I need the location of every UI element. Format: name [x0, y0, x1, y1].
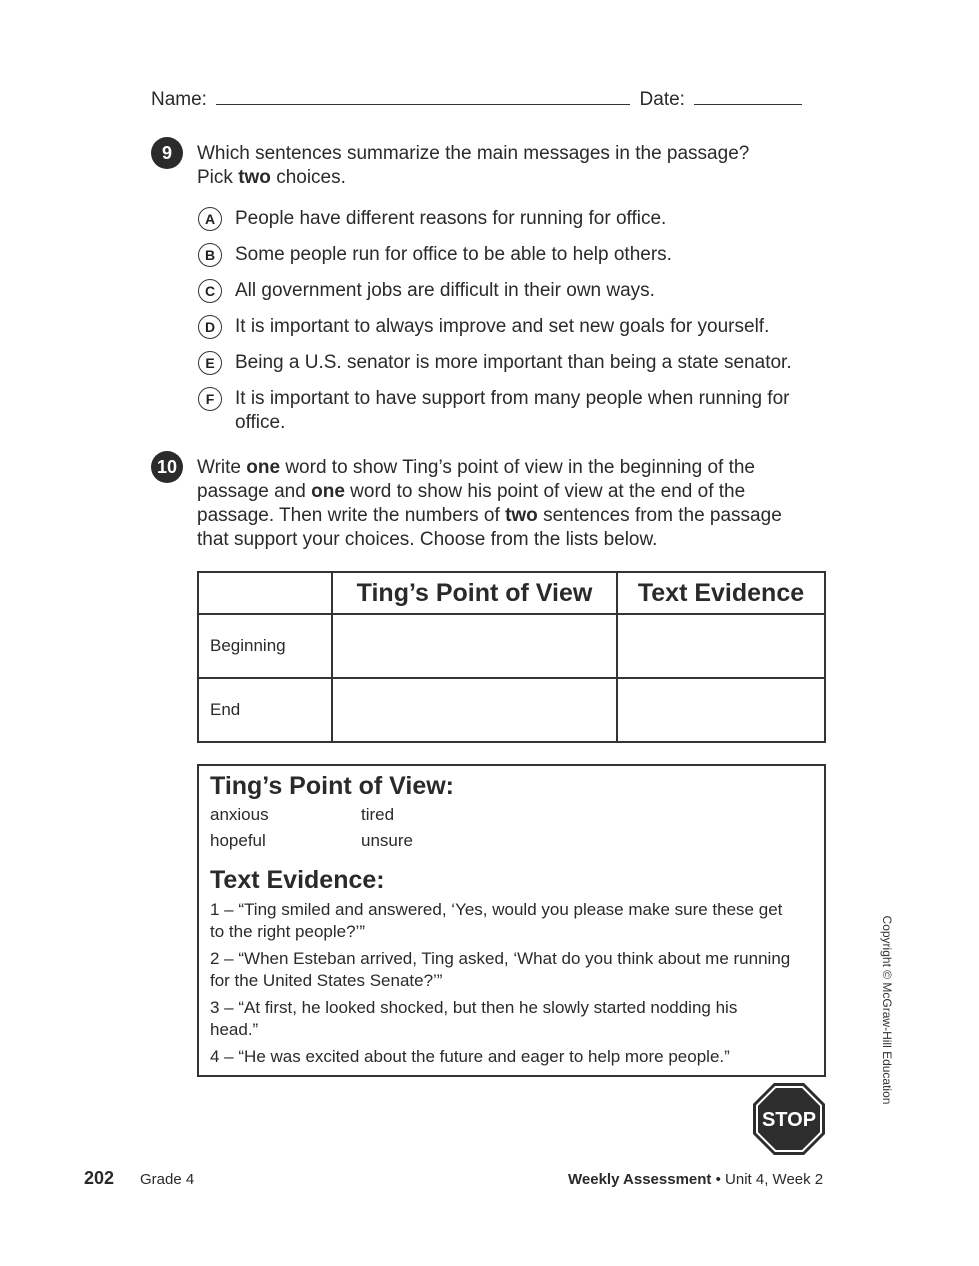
option-c-bubble[interactable]: C [198, 279, 222, 303]
option-b-text: Some people run for office to be able to help others. [235, 244, 672, 265]
question-9-pick: Pick [197, 167, 233, 188]
option-f-bubble[interactable]: F [198, 387, 222, 411]
evidence-heading: Text Evidence: [210, 866, 385, 894]
grade-label: Grade 4 [140, 1171, 195, 1188]
col-header-text-evidence: Text Evidence [617, 572, 825, 614]
beginning-text-evidence-cell[interactable] [617, 614, 825, 678]
q10-text-3: word to show his point of view at the end of the passage. Then write the numbers of [197, 481, 746, 526]
question-9-number: 9 [161, 142, 172, 163]
evidence-3-number: 3 – [210, 998, 234, 1017]
q10-text-1: Write [197, 457, 241, 478]
pov-heading: Ting’s Point of View: [210, 772, 454, 800]
option-a-text: People have different reasons for running for office. [235, 208, 667, 229]
footer-bullet: • [715, 1171, 721, 1188]
evidence-item-3 [210, 997, 770, 1041]
row-label-end: End [198, 678, 332, 742]
copyright-notice: Copyright © McGraw-Hill Education [880, 915, 894, 1105]
q10-bold-1: one [246, 457, 281, 478]
option-e-text: Being a U.S. senator is more important than being a state senator. [235, 352, 792, 373]
evidence-4-number: 4 – [210, 1047, 234, 1066]
end-point-of-view-cell[interactable] [332, 678, 617, 742]
option-e-bubble[interactable]: E [198, 351, 222, 375]
question-10-badge [151, 451, 183, 483]
q10-text-2: word to show Ting’s point of view in the beginning of the passage and [197, 457, 755, 502]
evidence-4-text: “He was excited about the future and eager to help more people.” [238, 1047, 730, 1066]
unit-week: Unit 4, Week 2 [725, 1171, 824, 1188]
option-f[interactable] [198, 387, 810, 435]
question-9-choices: choices. [276, 167, 346, 188]
word-tired: tired [361, 805, 395, 824]
stop-sign-label: STOP [761, 1109, 817, 1131]
evidence-1-number: 1 – [210, 900, 234, 919]
evidence-item-2 [210, 948, 800, 992]
option-a-bubble[interactable]: A [198, 207, 222, 231]
date-field-line[interactable] [694, 104, 802, 105]
q10-text-4: sentences from the passage that support your choices. Choose from the lists below. [197, 505, 782, 550]
question-10-prompt [197, 456, 812, 552]
name-label: Name: [151, 89, 207, 110]
evidence-item-4 [210, 1046, 810, 1068]
q10-bold-2: one [311, 481, 345, 502]
choices-box [197, 764, 826, 1077]
evidence-item-1 [210, 899, 800, 943]
name-field-line[interactable] [216, 104, 630, 105]
col-header-point-of-view: Ting’s Point of View [332, 572, 617, 614]
assessment-info [568, 1171, 823, 1188]
option-d-bubble[interactable]: D [198, 315, 222, 339]
assessment-title: Weekly Assessment [568, 1171, 712, 1188]
end-text-evidence-cell[interactable] [617, 678, 825, 742]
table-corner [198, 572, 332, 614]
option-d[interactable] [198, 315, 825, 339]
beginning-point-of-view-cell[interactable] [332, 614, 617, 678]
name-date-header [151, 89, 802, 111]
evidence-2-text: “When Esteban arrived, Ting asked, ‘What do you think about me running for the United States Senate?’” [210, 949, 791, 990]
word-hopeful: hopeful [210, 831, 266, 850]
evidence-1-text: “Ting smiled and answered, ‘Yes, would you please make sure these get to the right people?’” [210, 900, 783, 941]
q10-bold-3: two [505, 505, 538, 526]
stop-sign-icon [752, 1082, 826, 1156]
option-c-text: All government jobs are difficult in their own ways. [235, 280, 655, 301]
question-9-pick-count: two [238, 167, 271, 188]
option-f-text: It is important to have support from many people when running for office. [235, 388, 790, 433]
evidence-3-text: “At first, he looked shocked, but then he slowly started nodding his head.” [210, 998, 738, 1039]
row-label-beginning: Beginning [198, 614, 332, 678]
word-unsure: unsure [361, 831, 413, 850]
date-label: Date: [639, 89, 685, 110]
word-anxious: anxious [210, 805, 269, 824]
question-9-prompt-line1: Which sentences summarize the main messages in the passage? [197, 143, 750, 164]
page-number: 202 [84, 1168, 115, 1188]
option-e[interactable] [198, 351, 825, 375]
option-a[interactable] [198, 207, 825, 231]
evidence-2-number: 2 – [210, 949, 234, 968]
option-c[interactable] [198, 279, 825, 303]
answer-table [197, 571, 826, 743]
question-9-badge [151, 137, 183, 169]
option-b[interactable] [198, 243, 825, 267]
option-d-text: It is important to always improve and set new goals for yourself. [235, 316, 770, 337]
question-10-number: 10 [156, 456, 178, 477]
option-b-bubble[interactable]: B [198, 243, 222, 267]
question-9-prompt [197, 142, 817, 190]
